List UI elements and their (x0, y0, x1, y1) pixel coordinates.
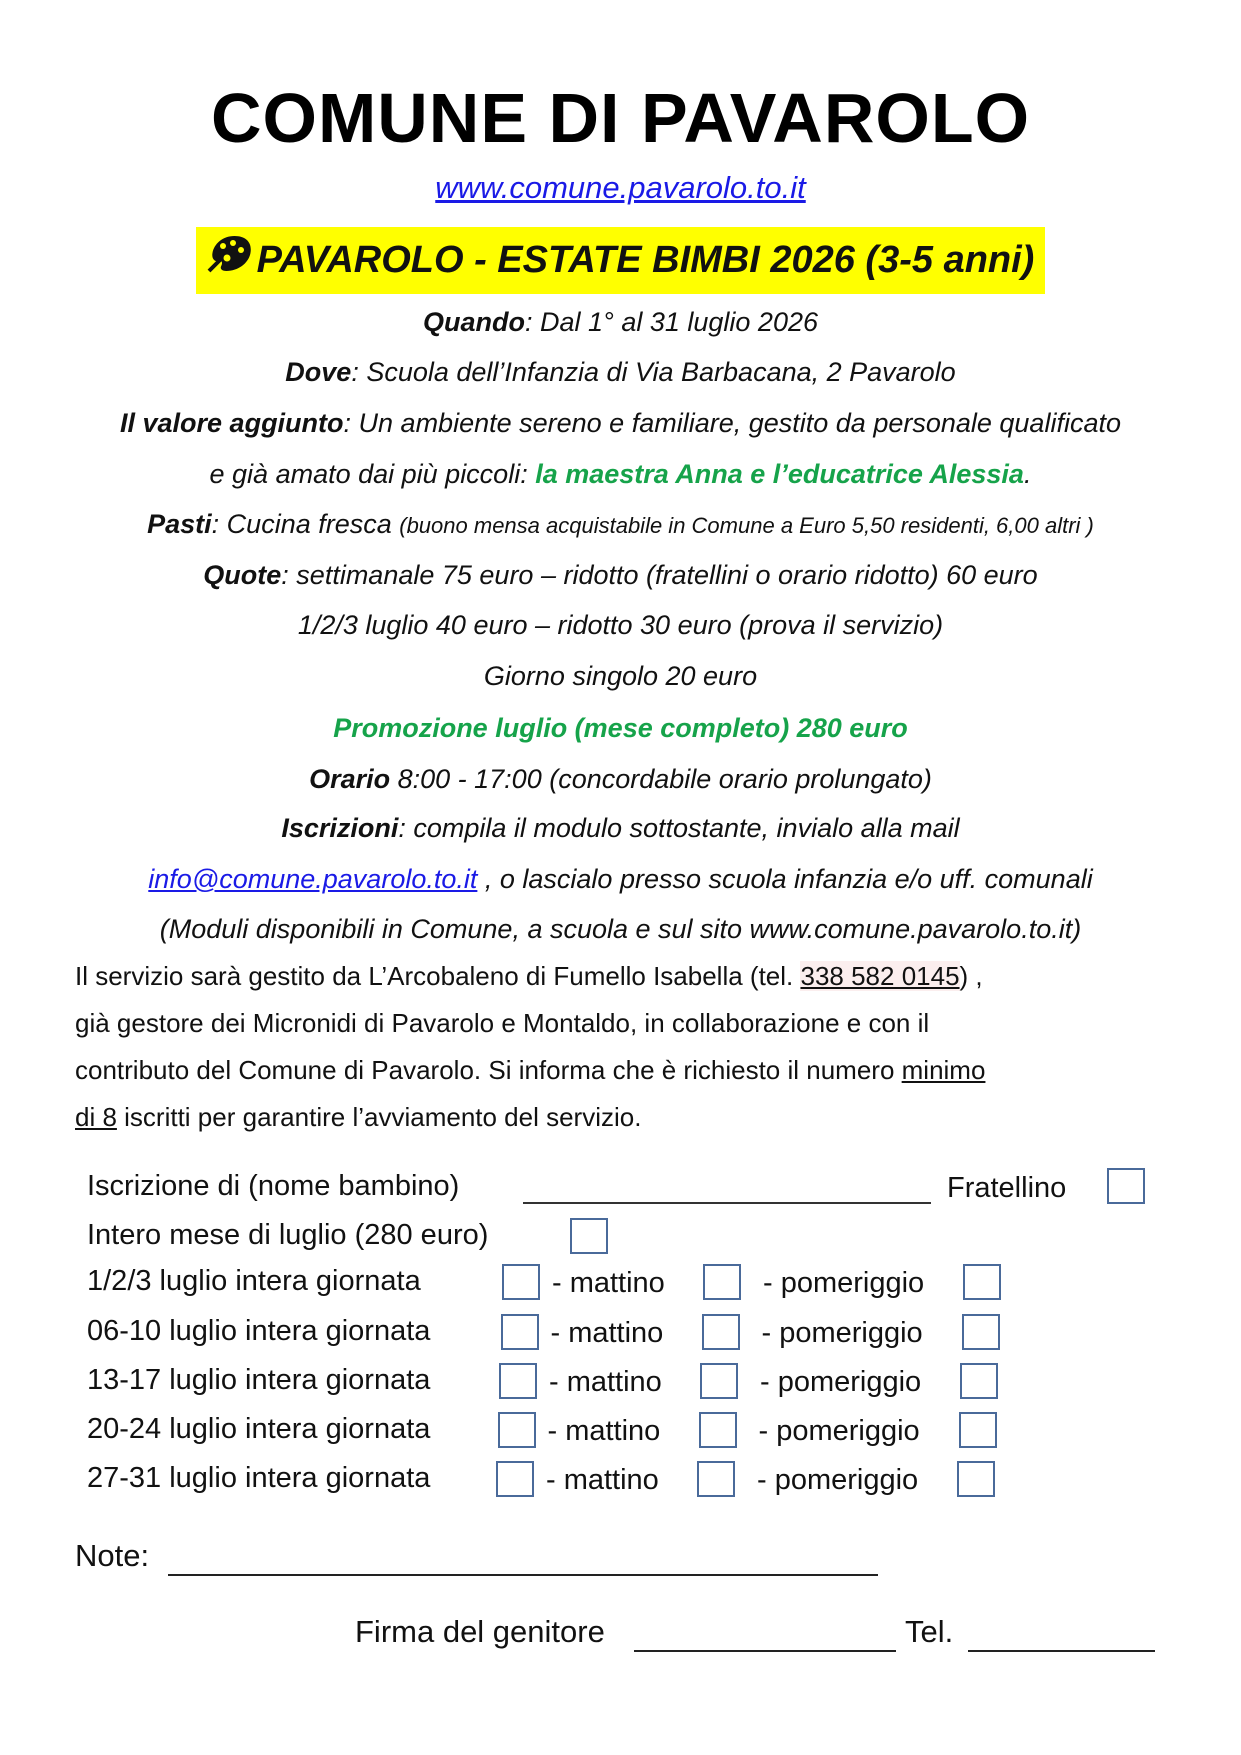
morning-checkbox[interactable] (702, 1314, 740, 1350)
promo-text: Promozione luglio (mese completo) 280 euro (333, 713, 908, 743)
info-quando (0, 305, 1241, 339)
valore-text-2: e già amato dai più piccoli: (209, 459, 536, 489)
mattino-label: - mattino (549, 1366, 662, 1398)
info-dove (0, 355, 1241, 389)
paragraph-text: Il servizio sarà gestito da L’Arcobaleno di Fumello Isabella (tel. (75, 961, 801, 991)
valore-text: : Un ambiente sereno e familiare, gestito da personale qualificato (343, 408, 1121, 438)
dove-label: Dove (285, 357, 352, 387)
minimum-underlined: minimo (901, 1055, 986, 1085)
paragraph-line-2: già gestore dei Micronidi di Pavarolo e Montaldo, in collaborazione e con il (75, 1008, 930, 1038)
paragraph-line-4 (75, 1100, 641, 1134)
full-day-checkbox[interactable] (502, 1264, 540, 1300)
afternoon-checkbox[interactable] (962, 1314, 1000, 1350)
minimum-count-underlined: di 8 (75, 1102, 117, 1132)
week-label: 20-24 luglio intera giornata (87, 1413, 431, 1445)
afternoon-checkbox[interactable] (963, 1264, 1001, 1300)
parent-phone-field[interactable] (968, 1616, 1155, 1652)
week-label: 1/2/3 luglio intera giornata (87, 1265, 421, 1297)
page-title: COMUNE DI PAVAROLO (210, 79, 1031, 157)
quando-text: : Dal 1° al 31 luglio 2026 (525, 307, 818, 337)
banner-title: PAVAROLO - ESTATE BIMBI 2026 (3-5 anni) (256, 239, 1035, 281)
pasti-text: : Cucina fresca (211, 509, 400, 539)
quote-label: Quote (203, 560, 282, 590)
fratellino-checkbox[interactable] (1107, 1168, 1145, 1204)
quote-line-2: 1/2/3 luglio 40 euro – ridotto 30 euro (prova il servizio) (297, 610, 944, 640)
full-day-checkbox[interactable] (496, 1461, 534, 1497)
mattino-label: - mattino (550, 1317, 664, 1349)
signature-field[interactable] (634, 1616, 896, 1652)
email-after-text: , o lascialo presso scuola infanzia e/o uff. comunali (477, 864, 1093, 894)
info-iscrizioni (0, 811, 1241, 845)
intero-mese-checkbox[interactable] (570, 1218, 608, 1254)
full-day-checkbox[interactable] (498, 1412, 536, 1448)
moduli-note: (Moduli disponibili in Comune, a scuola e sul sito www.comune.pavarolo.to.it) (159, 914, 1082, 944)
mattino-label: - mattino (546, 1464, 659, 1496)
info-pasti (0, 507, 1241, 543)
morning-checkbox[interactable] (699, 1412, 737, 1448)
child-name-field[interactable] (523, 1172, 931, 1204)
week-label: 06-10 luglio intera giornata (87, 1315, 431, 1347)
morning-checkbox[interactable] (700, 1363, 738, 1399)
week-label: 27-31 luglio intera giornata (87, 1462, 431, 1494)
palette-icon (207, 228, 251, 295)
week-label: 13-17 luglio intera giornata (87, 1364, 431, 1396)
morning-checkbox[interactable] (703, 1264, 741, 1300)
pomeriggio-label: - pomeriggio (761, 1317, 923, 1349)
pomeriggio-label: - pomeriggio (758, 1415, 920, 1447)
mattino-label: - mattino (547, 1415, 661, 1447)
pomeriggio-label: - pomeriggio (763, 1267, 925, 1299)
afternoon-checkbox[interactable] (957, 1461, 995, 1497)
phone-number[interactable]: 338 582 0145 (800, 961, 960, 991)
info-valore-2 (0, 457, 1241, 491)
email-link[interactable]: info@comune.pavarolo.to.it (148, 864, 478, 894)
iscrizioni-text: : compila il modulo sottostante, invialo alla mail (398, 813, 960, 843)
full-day-checkbox[interactable] (501, 1314, 539, 1350)
tel-label: Tel. (905, 1614, 954, 1649)
pomeriggio-label: - pomeriggio (760, 1366, 922, 1398)
orario-label: Orario (309, 764, 391, 794)
paragraph-line-1 (75, 959, 983, 993)
pasti-note: (buono mensa acquistabile in Comune a Euro 5,50 residenti, 6,00 altri ) (399, 513, 1094, 538)
info-email (0, 862, 1241, 896)
note-field[interactable] (168, 1540, 878, 1576)
info-quote (0, 558, 1241, 592)
full-day-checkbox[interactable] (499, 1363, 537, 1399)
event-banner (196, 227, 1045, 294)
morning-checkbox[interactable] (697, 1461, 735, 1497)
info-orario (0, 762, 1241, 796)
iscrizioni-label: Iscrizioni (281, 813, 399, 843)
info-valore (0, 406, 1241, 440)
firma-label: Firma del genitore (355, 1614, 605, 1649)
paragraph-text: contributo del Comune di Pavarolo. Si informa che è richiesto il numero (75, 1055, 902, 1085)
dove-text: : Scuola dell’Infanzia di Via Barbacana, 2 Pavarolo (351, 357, 956, 387)
pomeriggio-label: - pomeriggio (757, 1464, 919, 1496)
paragraph-line-3 (75, 1053, 985, 1087)
paragraph-text: iscritti per garantire l’avviamento del servizio. (116, 1102, 642, 1132)
intero-mese-label: Intero mese di luglio (280 euro) (87, 1219, 489, 1251)
fratellino-label: Fratellino (947, 1172, 1067, 1204)
afternoon-checkbox[interactable] (960, 1363, 998, 1399)
valore-label: Il valore aggiunto (120, 408, 344, 438)
quote-line-3: Giorno singolo 20 euro (483, 661, 758, 691)
afternoon-checkbox[interactable] (959, 1412, 997, 1448)
staff-names: la maestra Anna e l’educatrice Alessia (535, 459, 1024, 489)
valore-end: . (1023, 459, 1032, 489)
paragraph-text: ) , (959, 961, 983, 991)
website-link[interactable]: www.comune.pavarolo.to.it (435, 170, 806, 205)
quando-label: Quando (423, 307, 525, 337)
iscrizione-label: Iscrizione di (nome bambino) (87, 1170, 460, 1202)
website-link-row (0, 170, 1241, 206)
mattino-label: - mattino (552, 1267, 665, 1299)
orario-text: 8:00 - 17:00 (concordabile orario prolungato) (390, 764, 932, 794)
quote-text: : settimanale 75 euro – ridotto (fratellini o orario ridotto) 60 euro (281, 560, 1038, 590)
pasti-label: Pasti (147, 509, 212, 539)
note-label: Note: (75, 1538, 150, 1573)
